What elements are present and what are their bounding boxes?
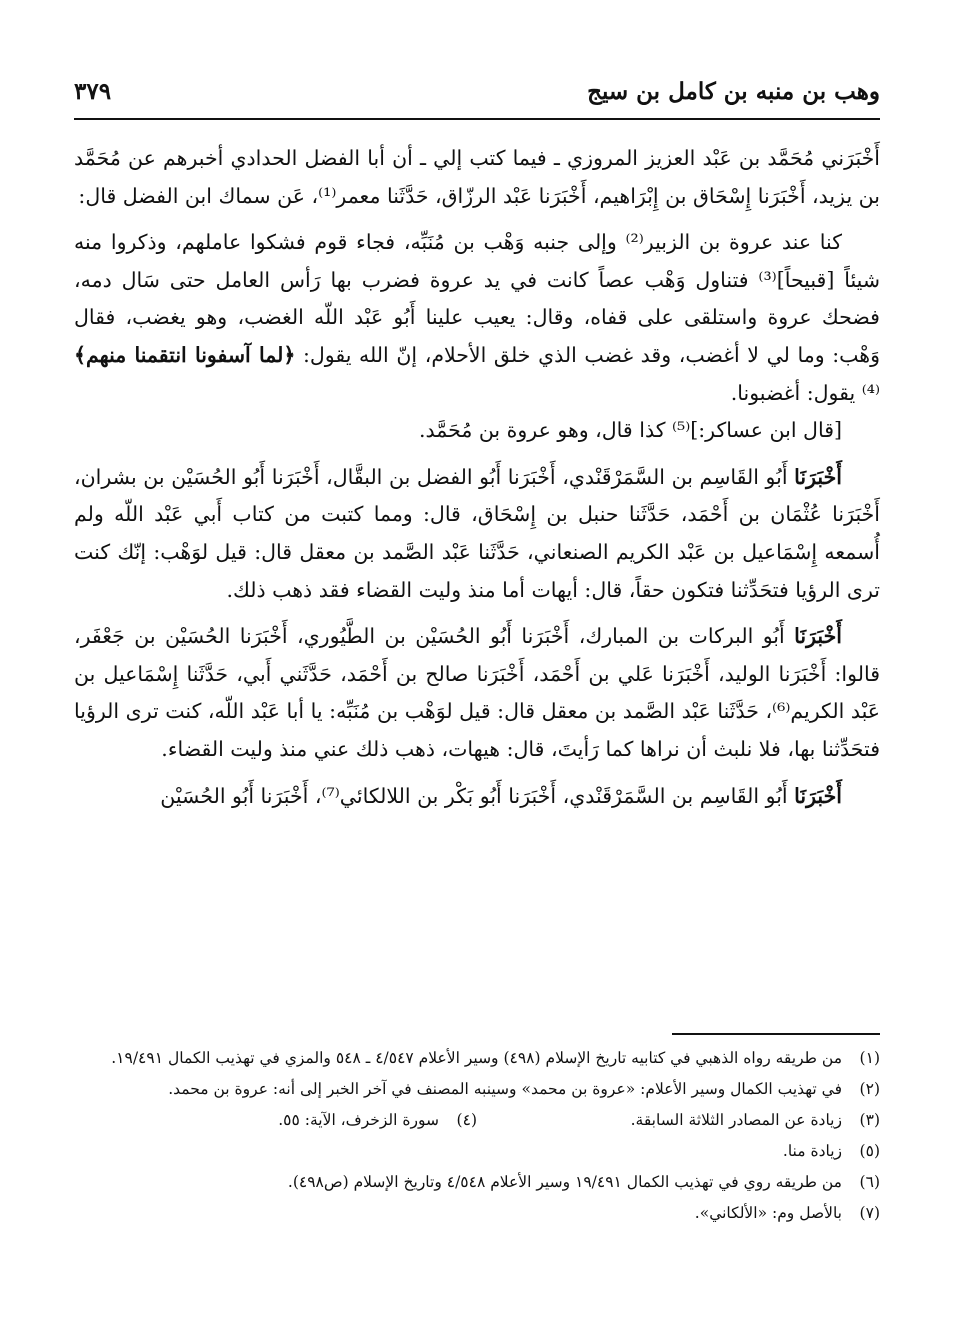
- paragraph-text: أَبُو القَاسِم بن السَّمَرْقَنْدي، أَخْبَرَنا أَبُو الفضل بن البقَّال، أَخْبَرَنا أَبُو الحُسَيْن بن بشران، أَخْبَرَنا عُثْمَان بن أَحْمَد، حَدَّثَنا حنبل بن إِسْحَاق، قال: ومما كتبت من كتاب أَبي عَبْد اللّه ولم أُسمعه إِسْمَاعيل بن عَبْد الكريم الصنعاني، حَدَّثَنا عَبْد الصَّمد بن معقل قال: قيل لوَهْب: إنّك كنت ترى الرؤيا فتحَدِّثنا فتكون حقاً، قال: أيهات أما منذ وليت القضاء فقد ذهب ذلك.: [74, 464, 880, 602]
- paragraph-4: [74, 459, 880, 609]
- footnote-text: زيادة منا.: [782, 1142, 842, 1160]
- paragraph-text: كنا عند عروة بن الزبير⁽²⁾ وإلى جنبه وَهْب بن مُنَبِّه، فجاء قوم فشكوا عاملهم، وذكروا منه شيئاً [قبيحاً]⁽³⁾ فتناول وَهْب عصاً كانت في يد عروة فضرب بها رَأس العامل حتى سَال دمه، فضحك عروة واستلقى على قفاه، وقال: يعيب علينا أَبُو عَبْد اللّه الغضب، وهو يغضب، فقال وَهْب: وما لي لا أغضب، وقد غضب الذي خلق الأحلام، إنّ الله يقول:: [74, 230, 881, 367]
- footnote-number: (٦): [859, 1173, 880, 1191]
- footnote-text: في تهذيب الكمال وسير الأعلام: «عروة بن محمد» وسينبه المصنف في آخر الخبر إلى أنه: عروة بن محمد.: [168, 1080, 842, 1098]
- paragraph-2: [74, 224, 880, 412]
- footnote-rule: [672, 1033, 880, 1035]
- footnote-number: (٧): [859, 1204, 880, 1222]
- header-rule: [74, 118, 880, 120]
- footnote-text: سورة الزخرف، الآية: ٥٥.: [278, 1111, 439, 1129]
- running-title: وهب بن منبه بن كامل بن سيج: [587, 78, 880, 105]
- footnote-number: (٢): [859, 1080, 880, 1098]
- page-number: ٣٧٩: [74, 78, 112, 105]
- quran-verse: ﴿لما آسفونا انتقمنا منهم﴾: [74, 342, 296, 367]
- footnote-text: من طريقه رواه الذهبي في كتابيه تاريخ الإسلام (٤٩٨) وسير الأعلام ٤/٥٤٧ ـ ٥٤٨ والمزي في تهذيب الكمال ١٩/٤٩١.: [111, 1049, 842, 1067]
- paragraph-lead: أَخْبَرَنَا: [794, 464, 842, 489]
- paragraph-text: أَبُو القَاسِم بن السَّمَرْقَنْدي، أَخْبَرَنا أَبُو بَكْر بن اللالكائي⁽⁷⁾، أَخْبَرَنا أَبُو الحُسَيْن: [160, 783, 788, 808]
- footnote-text: من طريقه روي في تهذيب الكمال ١٩/٤٩١ وسير الأعلام ٤/٥٤٨ وتاريخ الإسلام (ص٤٩٨).: [287, 1173, 842, 1191]
- footnote-6: [74, 1168, 880, 1197]
- paragraph-text: أَخْبَرَني مُحَمَّد بن عَبْد العزيز المروزي ـ فيما كتب إلي ـ أن أبا الفضل الحدادي أخبرهم عن مُحَمَّد بن يزيد، أَخْبَرَنا إِسْحَاق بن إِبْرَاهيم، أَخْبَرَنا عَبْد الرزّاق، حَدَّثَنا معمر⁽¹⁾، عَن سماك ابن الفضل قال:: [74, 146, 880, 208]
- footnote-1: [74, 1044, 880, 1073]
- footnote-number: (٥): [859, 1142, 880, 1160]
- main-text: [74, 140, 880, 815]
- paragraph-text-after: ⁽⁴⁾ يقول: أغضبونا.: [730, 380, 880, 405]
- footnote-2: [74, 1075, 880, 1104]
- footnote-7: [74, 1199, 880, 1228]
- paragraph-text: [قال ابن عساكر:]⁽⁵⁾ كذا قال، وهو عروة بن مُحَمَّد.: [418, 418, 842, 443]
- paragraph-3: [74, 412, 880, 450]
- footnotes: [74, 1044, 880, 1230]
- footnote-number: (١): [859, 1049, 880, 1067]
- footnote-number: (٤): [456, 1111, 477, 1129]
- paragraph-6: [74, 778, 880, 816]
- footnote-4: [74, 1106, 477, 1135]
- paragraph-text: أَبُو البركات بن المبارك، أَخْبَرَنا أَبُو الحُسَيْن بن الطَّيُوري، أَخْبَرَنا الحُسَيْن بن جَعْفَر، قالوا: أَخْبَرَنا الوليد، أَخْبَرَنا عَلي بن أَحْمَد، أَخْبَرَنا صالح بن أَحْمَد، حَدَّثَني أَبي، حَدَّثَنا إِسْمَاعيل بن عَبْد الكريم⁽⁶⁾، حَدَّثَنا عَبْد الصَّمد بن معقل قال: قيل لوَهْب بن مُنَبِّه: يا أبا عَبْد اللّه، كنت ترى الرؤيا فتحَدِّثنا بها، فلا نلبث أن نراها كما رَأيتَ، قال: هيهات، ذهب ذلك عني منذ وليت القضاء.: [74, 624, 880, 761]
- footnote-text: زيادة عن المصادر الثلاثة السابقة.: [630, 1111, 842, 1129]
- running-header: [74, 78, 880, 112]
- paragraph-lead: أَخْبَرَنَا: [794, 624, 842, 649]
- paragraph-lead: أَخْبَرَنَا: [794, 783, 842, 808]
- footnote-text: بالأصل وم: «الألكاني».: [694, 1204, 842, 1222]
- footnote-row: [74, 1106, 880, 1137]
- paragraph-5: [74, 618, 880, 768]
- footnote-5: [74, 1137, 880, 1166]
- footnote-3: [477, 1106, 880, 1135]
- paragraph-1: [74, 140, 880, 215]
- footnote-number: (٣): [859, 1111, 880, 1129]
